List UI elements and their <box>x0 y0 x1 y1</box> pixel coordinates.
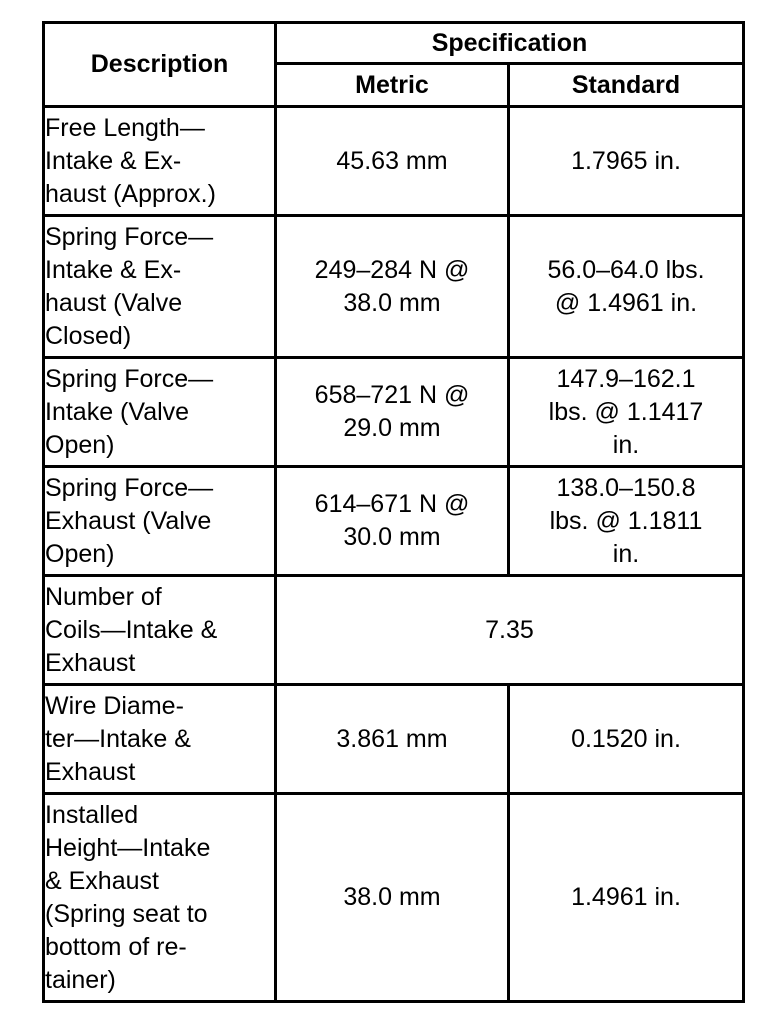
header-specification: Specification <box>276 23 744 64</box>
row-description: Spring Force— Exhaust (Valve Open) <box>44 467 276 576</box>
row-description: Wire Diame- ter—Intake & Exhaust <box>44 685 276 794</box>
header-description: Description <box>44 23 276 107</box>
row-metric: 38.0 mm <box>276 794 509 1002</box>
table-row <box>44 216 744 358</box>
row-metric: 45.63 mm <box>276 107 509 216</box>
header-metric: Metric <box>276 64 509 107</box>
row-standard: 138.0–150.8 lbs. @ 1.1811 in. <box>509 467 744 576</box>
spring-spec-table <box>42 21 745 1003</box>
table-row <box>44 107 744 216</box>
row-description: Number of Coils—Intake & Exhaust <box>44 576 276 685</box>
row-metric: 658–721 N @ 29.0 mm <box>276 358 509 467</box>
table-row <box>44 467 744 576</box>
table-row <box>44 358 744 467</box>
row-standard: 0.1520 in. <box>509 685 744 794</box>
table-row <box>44 794 744 1002</box>
row-standard: 1.7965 in. <box>509 107 744 216</box>
row-standard: 56.0–64.0 lbs. @ 1.4961 in. <box>509 216 744 358</box>
row-standard: 1.4961 in. <box>509 794 744 1002</box>
table-row <box>44 576 744 685</box>
header-row-top <box>44 23 744 64</box>
row-metric: 614–671 N @ 30.0 mm <box>276 467 509 576</box>
row-description: Free Length— Intake & Ex- haust (Approx.) <box>44 107 276 216</box>
row-description: Spring Force— Intake (Valve Open) <box>44 358 276 467</box>
row-combined-value: 7.35 <box>276 576 744 685</box>
row-description: Installed Height—Intake & Exhaust (Spring seat to bottom of re- tainer) <box>44 794 276 1002</box>
table-row <box>44 685 744 794</box>
row-metric: 249–284 N @ 38.0 mm <box>276 216 509 358</box>
row-description: Spring Force— Intake & Ex- haust (Valve Closed) <box>44 216 276 358</box>
row-standard: 147.9–162.1 lbs. @ 1.1417 in. <box>509 358 744 467</box>
row-metric: 3.861 mm <box>276 685 509 794</box>
header-standard: Standard <box>509 64 744 107</box>
